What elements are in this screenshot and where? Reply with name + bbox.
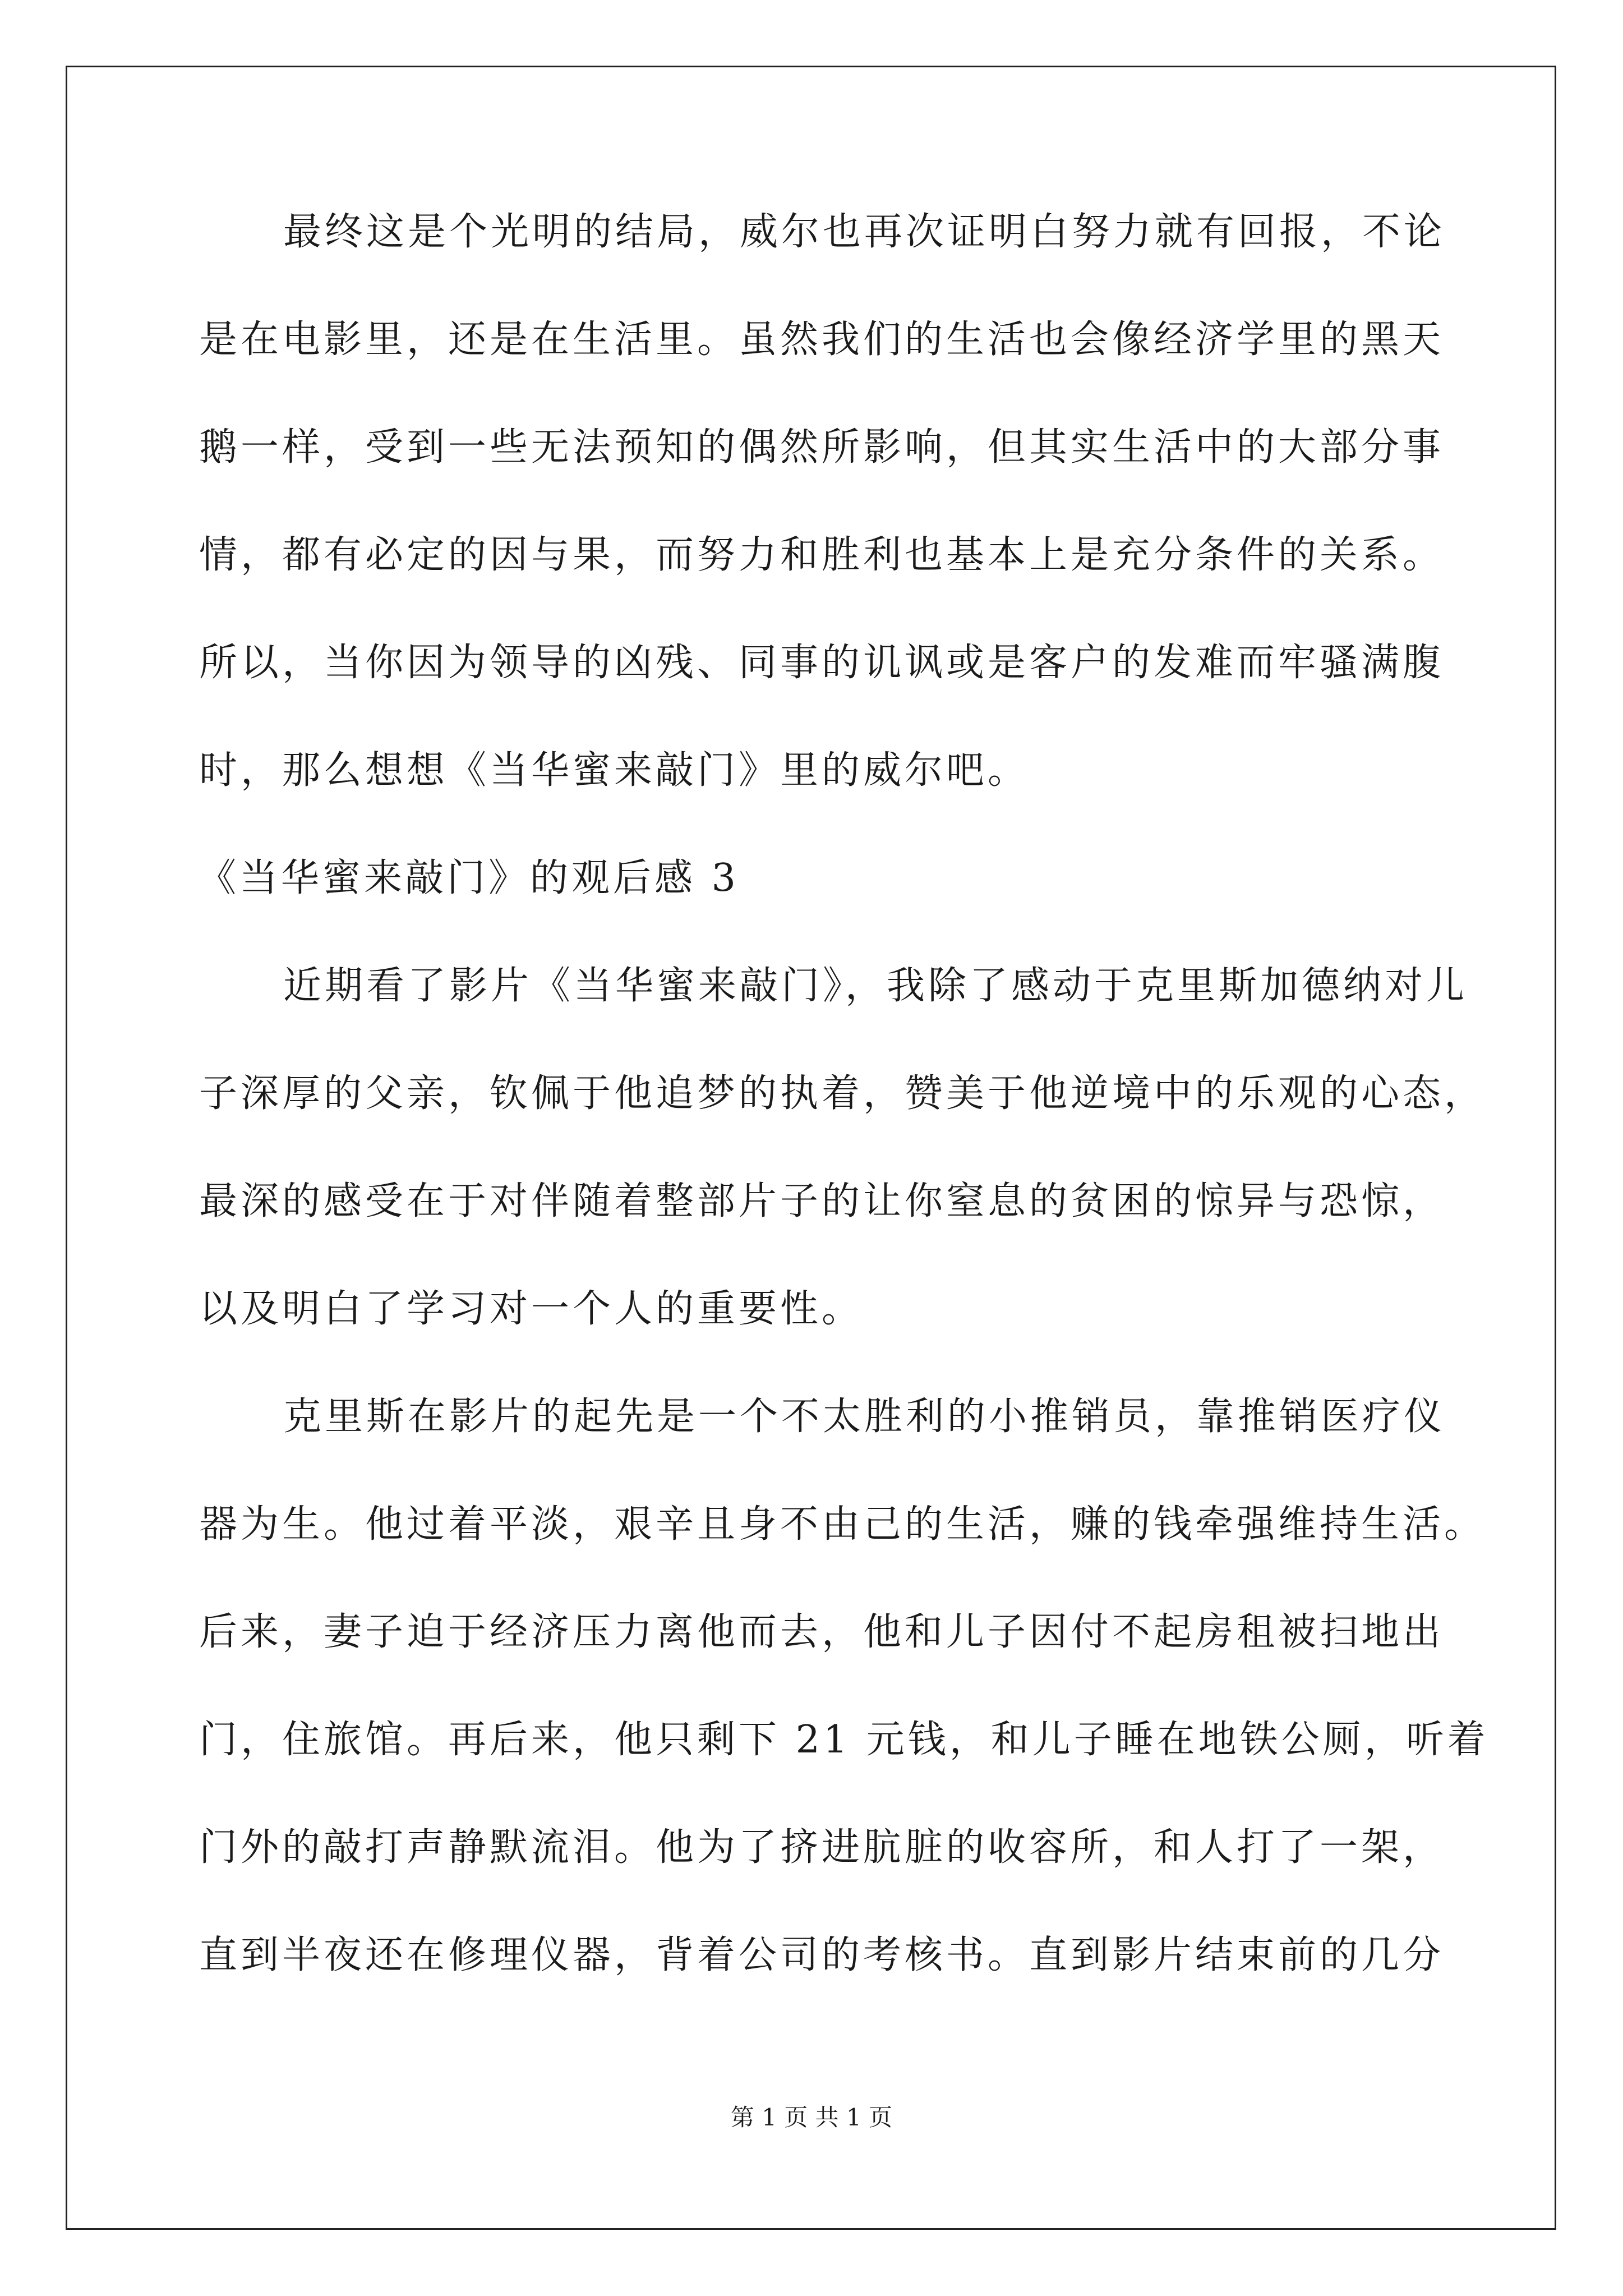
paragraph-line: 克里斯在影片的起先是一个不太胜利的小推销员，靠推销医疗仪 (283, 1395, 1446, 1439)
paragraph-line: 鹅一样，受到一些无法预知的偶然所影响，但其实生活中的大部分事 (199, 425, 1445, 470)
paragraph-line: 最深的感受在于对伴随着整部片子的让你窒息的贫困的惊异与恐惊， (199, 1179, 1445, 1223)
paragraph-line: 近期看了影片《当华蜜来敲门》，我除了感动于克里斯加德纳对儿 (283, 964, 1468, 1008)
paragraph-line: 后来，妻子迫于经济压力离他而去，他和儿子因付不起房租被扫地出 (199, 1610, 1445, 1654)
paragraph-line: 以及明白了学习对一个人的重要性。 (199, 1287, 864, 1331)
page-number-footer: 第 1 页 共 1 页 (730, 2104, 893, 2131)
paragraph-line: 是在电影里，还是在生活里。虽然我们的生活也会像经济学里的黑天 (199, 318, 1445, 362)
paragraph-line: 门，住旅馆。再后来，他只剩下 21 元钱，和儿子睡在地铁公厕，听着 (199, 1718, 1489, 1762)
paragraph-line: 直到半夜还在修理仪器，背着公司的考核书。直到影片结束前的几分 (199, 1933, 1445, 1977)
paragraph-line: 所以，当你因为领导的凶残、同事的讥讽或是客户的发难而牢骚满腹 (199, 641, 1445, 685)
paragraph-line: 情，都有必定的因与果，而努力和胜利也基本上是充分条件的关系。 (199, 533, 1445, 577)
section-heading: 《当华蜜来敲门》的观后感 3 (198, 856, 739, 900)
document-body (198, 210, 1489, 2044)
paragraph-line: 时，那么想想《当华蜜来敲门》里的威尔吧。 (199, 748, 1030, 793)
paragraph-line: 器为生。他过着平淡，艰辛且身不由己的生活，赚的钱牵强维持生活。 (199, 1502, 1486, 1547)
paragraph-line: 最终这是个光明的结局，威尔也再次证明白努力就有回报，不论 (283, 210, 1446, 254)
paragraph-line: 门外的敲打声静默流泪。他为了挤进肮脏的收容所，和人打了一架， (199, 1825, 1445, 1870)
paragraph-line: 子深厚的父亲，钦佩于他追梦的执着，赞美于他逆境中的乐观的心态， (199, 1071, 1486, 1116)
